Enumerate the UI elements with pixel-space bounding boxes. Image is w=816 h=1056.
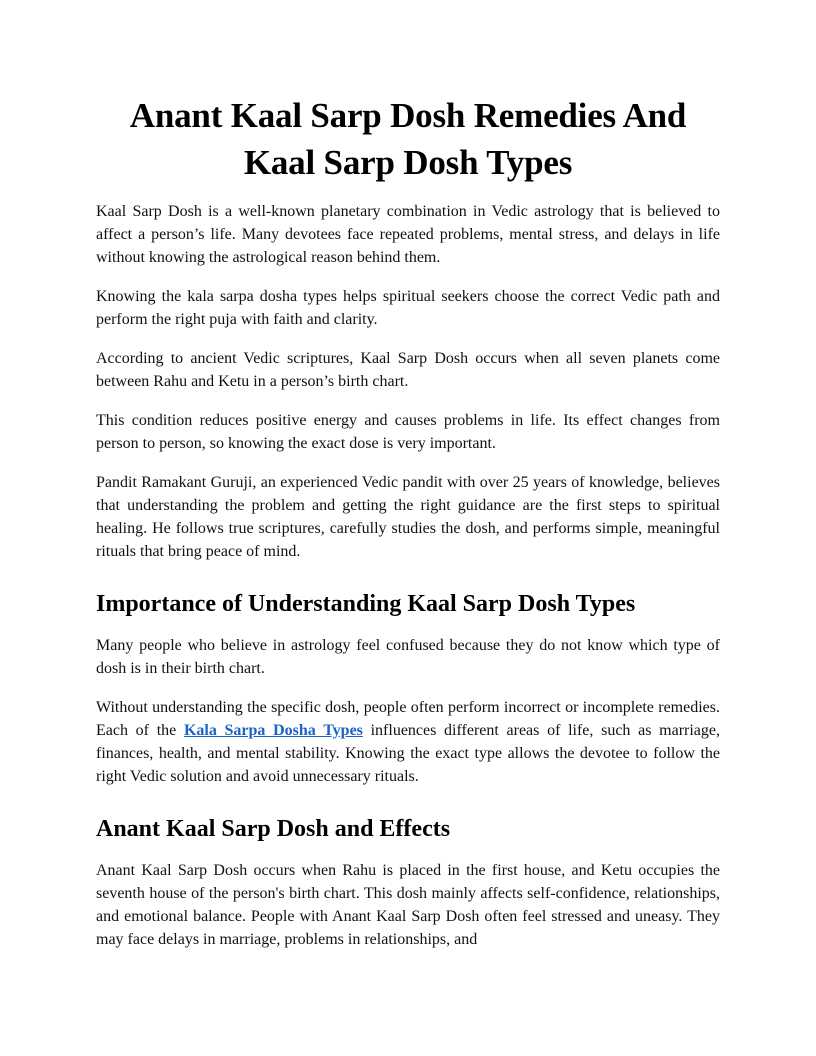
page-title-line-1: Anant Kaal Sarp Dosh Remedies And [129,96,687,135]
intro-paragraph-2: Knowing the kala sarpa dosha types helps spiritual seekers choose the correct Vedic path and perform the right puja with faith and clarity. [96,288,720,328]
section-heading-importance: Importance of Understanding Kaal Sarp Dosh Types [96,591,636,617]
importance-paragraph-1: Many people who believe in astrology feel confused because they do not know which type of dosh is in their birth chart. [96,637,720,677]
page-title [96,92,720,186]
intro-paragraph-3: According to ancient Vedic scriptures, Kaal Sarp Dosh occurs when all seven planets come between Rahu and Ketu in a person’s birth chart. [96,350,720,390]
intro-paragraph-5: Pandit Ramakant Guruji, an experienced Vedic pandit with over 25 years of knowledge, believes that understanding the problem and getting the right guidance are the first steps to spiritual healing. He follows true scriptures, carefully studies the dosh, and performs simple, meaningful rituals that bring peace of mind. [96,474,720,560]
importance-paragraph-2-text-after: influences different areas of life, such as marriage, finances, health, and mental stability. Knowing the exact type allows the devotee to follow the right Vedic solution and avoid unnecessary rituals. [96,722,720,785]
intro-paragraph-4: This condition reduces positive energy and causes problems in life. Its effect changes from person to person, so knowing the exact dose is very important. [96,412,720,452]
kala-sarpa-dosha-types-link[interactable]: Kala Sarpa Dosha Types [183,722,363,739]
anant-effects-paragraph-1: Anant Kaal Sarp Dosh occurs when Rahu is placed in the first house, and Ketu occupies the seventh house of the person's birth chart. This dosh mainly affects self-confidence, relationships, and emotional balance. People with Anant Kaal Sarp Dosh often feel stressed and uneasy. They may face delays in marriage, problems in relationships, and [96,862,720,948]
page-title-line-2: Kaal Sarp Dosh Types [243,143,573,182]
importance-paragraph-2-text-before: Without understanding the specific dosh, people often perform incorrect or incomplete remedies. Each of the [96,699,720,739]
section-heading-anant-effects: Anant Kaal Sarp Dosh and Effects [96,816,451,842]
intro-paragraph-1: Kaal Sarp Dosh is a well-known planetary combination in Vedic astrology that is believed to affect a person’s life. Many devotees face repeated problems, mental stress, and delays in life without knowing the astrological reason behind them. [96,203,720,266]
document-page [96,92,720,967]
importance-paragraph-2 [96,696,720,788]
